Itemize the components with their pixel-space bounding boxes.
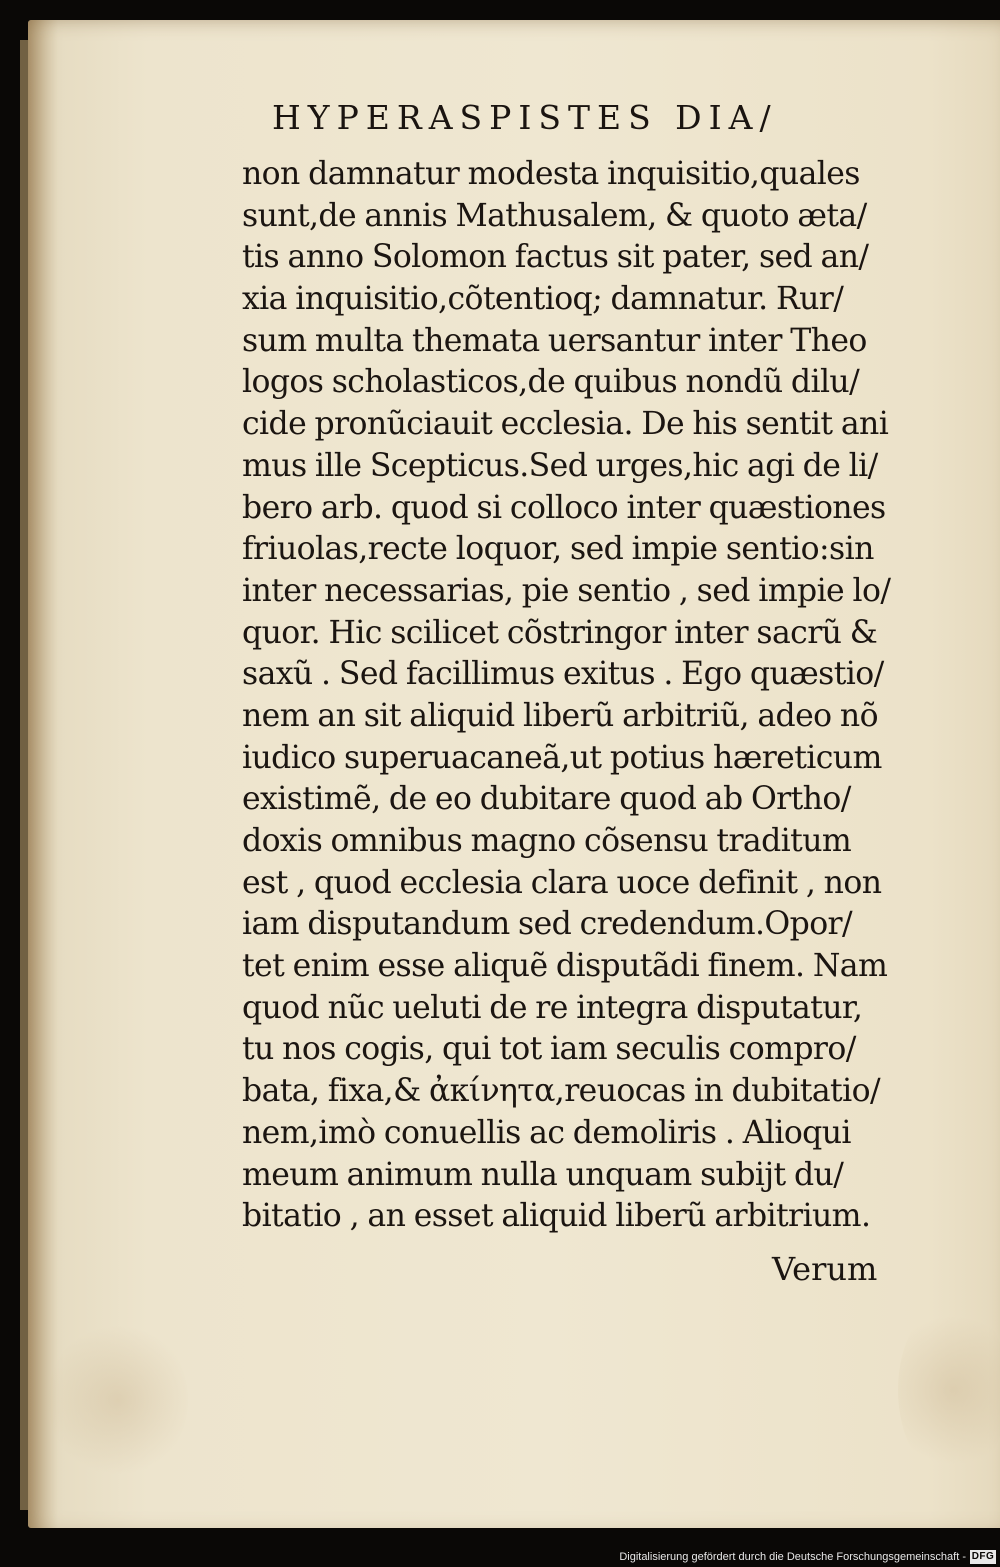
paper-stain xyxy=(898,1300,1000,1480)
running-head: HYPERASPISTES DIA/ xyxy=(272,98,778,137)
text-line: inter necessarias, pie sentio , sed impie lo/ xyxy=(242,572,891,609)
text-line: est , quod ecclesia clara uoce definit , non xyxy=(242,864,882,901)
text-line: nem,imò conuellis ac demoliris . Alioqui xyxy=(242,1114,851,1151)
text-line: meum animum nulla unquam subijt du/ xyxy=(242,1156,844,1193)
text-line: non damnatur modesta inquisitio,quales xyxy=(242,156,860,192)
text-line: bitatio , an esset aliquid liberũ arbitrium. xyxy=(242,1198,871,1235)
text-line: doxis omnibus magno cõsensu traditum xyxy=(242,823,852,859)
dfg-logo: DFG xyxy=(971,1551,995,1562)
text-line: saxũ . Sed facillimus exitus . Ego quæstio/ xyxy=(242,656,884,693)
text-line: cide pronũciauit ecclesia. De his sentit ani xyxy=(242,406,889,443)
text-line: sum multa themata uersantur inter Theo xyxy=(242,322,867,359)
text-line: tet enim esse aliquẽ disputãdi finem. Nam xyxy=(242,948,888,985)
text-line: friuolas,recte loquor, sed impie sentio:sin xyxy=(242,531,874,568)
body-text xyxy=(242,154,922,1238)
text-line: iam disputandum sed credendum.Opor/ xyxy=(242,906,853,943)
text-line: tu nos cogis, qui tot iam seculis compro/ xyxy=(242,1031,856,1068)
text-line: quor. Hic scilicet cõstringor inter sacrũ & xyxy=(242,614,878,651)
text-line: nem an sit aliquid liberũ arbitriũ, adeo nõ xyxy=(242,697,878,734)
text-line: bero arb. quod si colloco inter quæstiones xyxy=(242,489,886,526)
text-line: bata, fixa,& ἀκίνητα,reuocas in dubitatio/ xyxy=(242,1073,880,1110)
text-line: quod nũc ueluti de re integra disputatur, xyxy=(242,989,863,1026)
text-line: iudico superuacaneã,ut potius hæreticum xyxy=(242,739,882,776)
paper-stain xyxy=(48,1320,188,1480)
digitization-credit: Digitalisierung gefördert durch die Deutsche Forschungsgemeinschaft - xyxy=(619,1551,966,1563)
text-line: tis anno Solomon factus sit pater, sed an/ xyxy=(242,239,869,276)
text-line: existimẽ, de eo dubitare quod ab Ortho/ xyxy=(242,781,851,818)
text-line: sunt,de annis Mathusalem, & quoto æta/ xyxy=(242,197,867,234)
text-line: xia inquisitio,cõtentioq; damnatur. Rur/ xyxy=(242,281,844,318)
text-line: mus ille Scepticus.Sed urges,hic agi de li/ xyxy=(242,447,878,484)
catchword: Verum xyxy=(772,1250,878,1288)
text-line: logos scholasticos,de quibus nondũ dilu/ xyxy=(242,364,860,401)
